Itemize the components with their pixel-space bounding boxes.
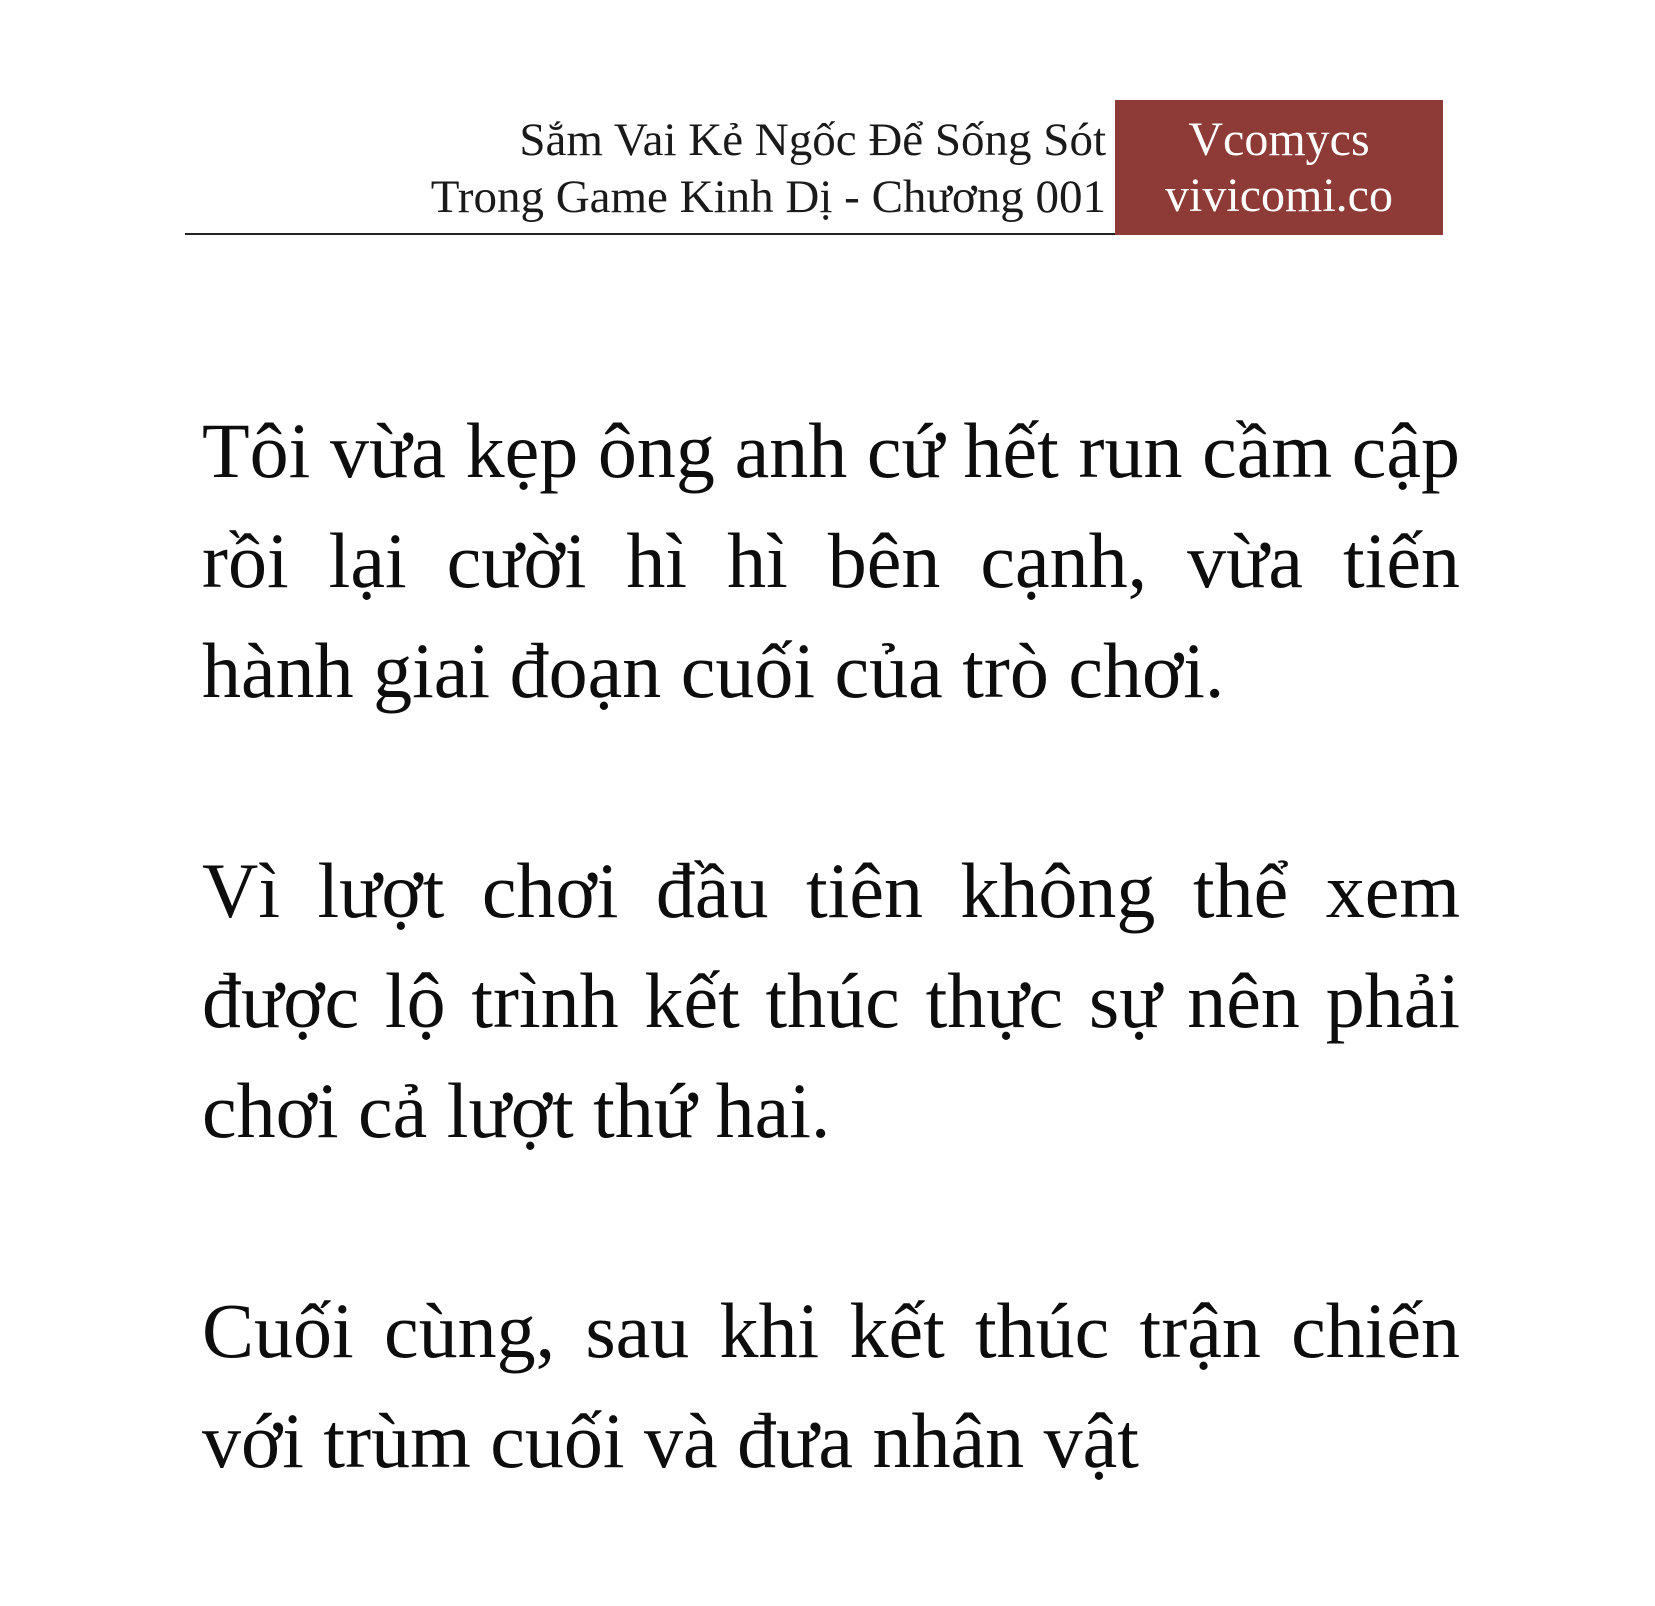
page-header xyxy=(185,100,1443,235)
chapter-title-line-2: Trong Game Kinh Dị - Chương 001 xyxy=(430,171,1106,223)
brand-watermark-box xyxy=(1115,100,1443,235)
brand-url: vivicomi.co xyxy=(1165,169,1393,222)
chapter-title-line-1: Sắm Vai Kẻ Ngốc Để Sống Sót xyxy=(519,114,1106,166)
story-text xyxy=(202,396,1460,1606)
paragraph-1: Tôi vừa kẹp ông anh cứ hết run cầm cập rồi lại cười hì hì bên cạnh, vừa tiến hành giai đoạn cuối của trò chơi. xyxy=(202,407,1460,714)
header-divider xyxy=(185,233,1115,235)
brand-name: Vcomycs xyxy=(1188,113,1370,166)
paragraph-2: Vì lượt chơi đầu tiên không thể xem được lộ trình kết thúc thực sự nên phải chơi cả lượt thứ hai. xyxy=(202,847,1460,1154)
chapter-title xyxy=(431,112,1106,226)
paragraph-3: Cuối cùng, sau khi kết thúc trận chiến với trùm cuối và đưa nhân vật xyxy=(202,1287,1460,1484)
